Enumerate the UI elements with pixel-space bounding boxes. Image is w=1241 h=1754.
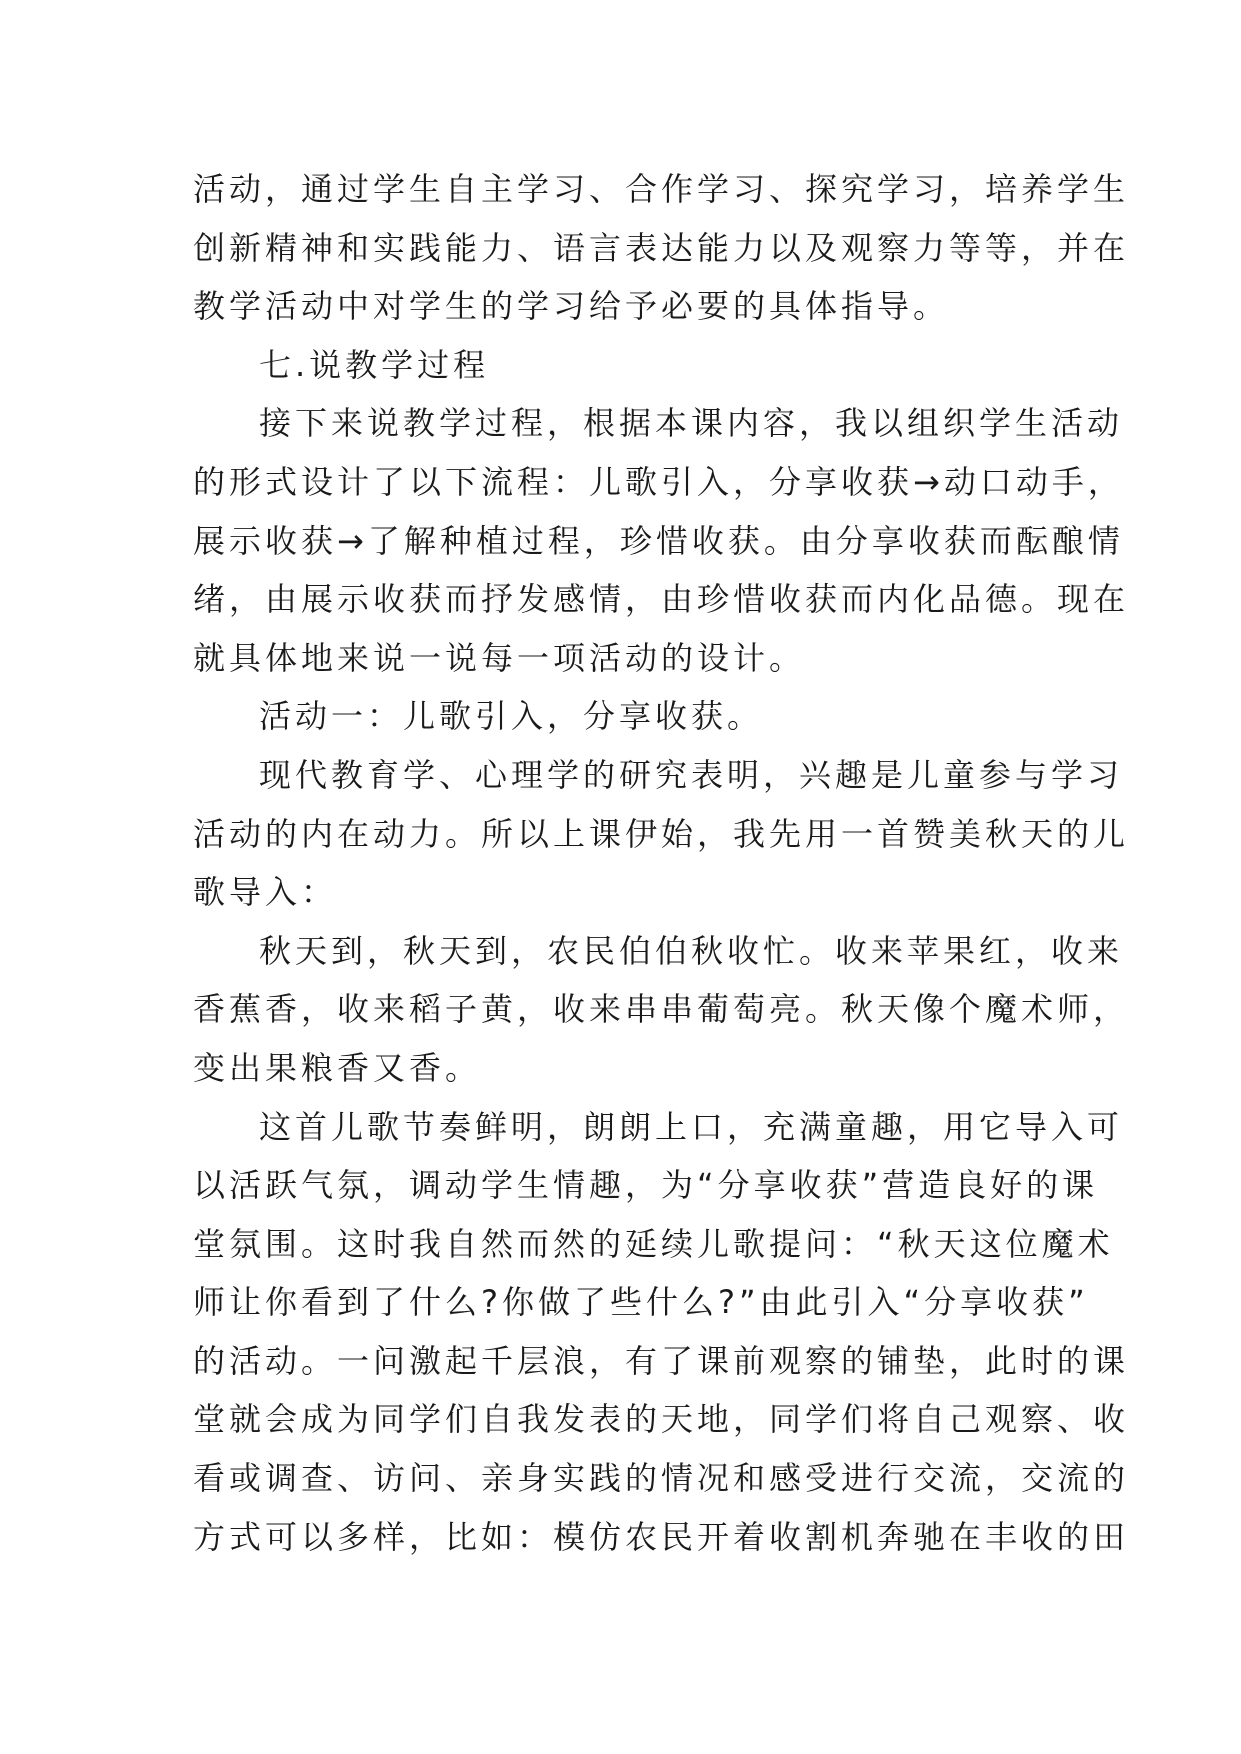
text-line: 看或调查、访问、亲身实践的情况和感受进行交流，交流的: [193, 1459, 1130, 1498]
text-line: 活动，通过学生自主学习、合作学习、探究学习，培养学生: [193, 170, 1130, 208]
text-line: 歌导入：: [193, 873, 338, 912]
document-body: [193, 160, 1130, 1566]
text-line: 的形式设计了以下流程：儿歌引入，分享收获→动口动手，: [193, 462, 1124, 501]
text-line: 堂就会成为同学们自我发表的天地，同学们将自己观察、收: [193, 1400, 1130, 1439]
text-line: 绪，由展示收获而抒发感情，由珍惜收获而内化品德。现在: [193, 580, 1130, 619]
text-line: 香蕉香，收来稻子黄，收来串串葡萄亮。秋天像个魔术师，: [193, 990, 1130, 1029]
text-line: 这首儿歌节奏鲜明，朗朗上口，充满童趣，用它导入可: [259, 1107, 1124, 1146]
text-line: 接下来说教学过程，根据本课内容，我以组织学生活动: [259, 404, 1124, 443]
text-line: 的活动。一问激起千层浪，有了课前观察的铺垫，此时的课: [193, 1341, 1130, 1380]
text-line: 变出果粮香又香。: [193, 1048, 482, 1087]
text-line: 堂氛围。这时我自然而然的延续儿歌提问：“秋天这位魔术: [193, 1224, 1114, 1263]
text-line: 活动的内在动力。所以上课伊始，我先用一首赞美秋天的儿: [193, 814, 1130, 853]
text-line: 展示收获→了解种植过程，珍惜收获。由分享收获而酝酿情: [193, 521, 1124, 560]
text-line: 就具体地来说一说每一项活动的设计。: [193, 638, 806, 677]
text-line: 活动一：儿歌引入，分享收获。: [259, 697, 764, 736]
text-line: 方式可以多样，比如：模仿农民开着收割机奔驰在丰收的田: [193, 1517, 1130, 1556]
text-line: 师让你看到了什么?你做了些什么?”由此引入“分享收获”: [193, 1283, 1089, 1322]
text-line: 以活跃气氛，调动学生情趣，为“分享收获”营造良好的课: [193, 1166, 1099, 1205]
text-line: 创新精神和实践能力、语言表达能力以及观察力等等，并在: [193, 228, 1130, 267]
text-line: 秋天到，秋天到，农民伯伯秋收忙。收来苹果红，收来: [259, 931, 1124, 970]
text-line: 教学活动中对学生的学习给予必要的具体指导。: [193, 287, 950, 326]
text-line: 现代教育学、心理学的研究表明，兴趣是儿童参与学习: [259, 755, 1124, 794]
text-line: 七.说教学过程: [259, 345, 490, 384]
